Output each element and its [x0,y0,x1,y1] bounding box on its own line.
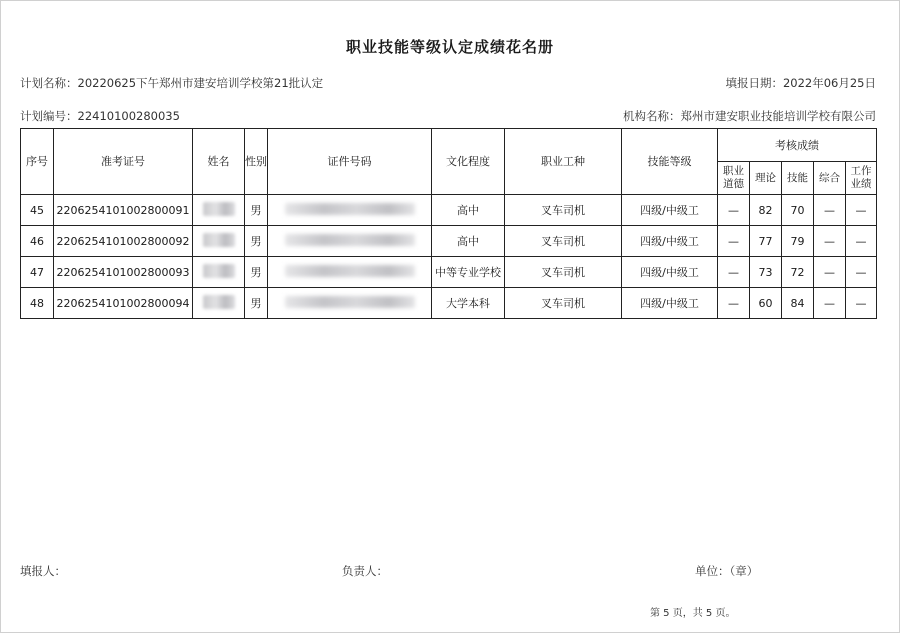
cell-comprehensive: — [814,257,846,288]
footer-filler: 填报人： [20,564,66,578]
cell-gender: 男 [245,288,268,319]
cell-level: 四级/中级工 [622,288,718,319]
cell-exam-no: 2206254101002800093 [54,257,193,288]
cell-skill: 70 [782,195,814,226]
cell-id-redacted [268,288,432,319]
cell-exam-no: 2206254101002800092 [54,226,193,257]
header-gender: 性别 [245,129,268,195]
cell-education: 高中 [432,195,505,226]
cell-occupation: 叉车司机 [505,288,622,319]
cell-seq: 45 [21,195,54,226]
redacted-name [203,202,235,216]
cell-id-redacted [268,195,432,226]
plan-number: 计划编号：22410100280035 [20,109,180,123]
redacted-name [203,233,235,247]
cell-occupation: 叉车司机 [505,195,622,226]
cell-level: 四级/中级工 [622,226,718,257]
org-name: 机构名称：郑州市建安职业技能培训学校有限公司 [623,109,876,123]
header-name: 姓名 [193,129,245,195]
cell-exam-no: 2206254101002800091 [54,195,193,226]
redacted-name [203,295,235,309]
table-row [21,195,877,226]
cell-id-redacted [268,226,432,257]
header-level: 技能等级 [622,129,718,195]
cell-gender: 男 [245,226,268,257]
table-row [21,257,877,288]
cell-ethics: — [718,226,750,257]
cell-skill: 72 [782,257,814,288]
redacted-id [285,265,415,277]
redacted-id [285,296,415,308]
header-ethics: 职业道德 [718,162,750,195]
page-title: 职业技能等级认定成绩花名册 [345,38,554,56]
header-id-no: 证件号码 [268,129,432,195]
cell-work-performance: — [846,257,877,288]
cell-skill: 79 [782,226,814,257]
cell-education: 中等专业学校 [432,257,505,288]
cell-education: 高中 [432,226,505,257]
cell-seq: 48 [21,288,54,319]
cell-seq: 47 [21,257,54,288]
header-skill: 技能 [782,162,814,195]
cell-exam-no: 2206254101002800094 [54,288,193,319]
cell-work-performance: — [846,195,877,226]
cell-level: 四级/中级工 [622,257,718,288]
cell-gender: 男 [245,195,268,226]
cell-level: 四级/中级工 [622,195,718,226]
score-roster-table [20,128,877,319]
cell-skill: 84 [782,288,814,319]
cell-occupation: 叉车司机 [505,226,622,257]
cell-name-redacted [193,226,245,257]
cell-theory: 77 [750,226,782,257]
cell-seq: 46 [21,226,54,257]
cell-work-performance: — [846,288,877,319]
header-theory: 理论 [750,162,782,195]
redacted-id [285,203,415,215]
redacted-name [203,264,235,278]
cell-ethics: — [718,195,750,226]
redacted-id [285,234,415,246]
header-education: 文化程度 [432,129,505,195]
cell-occupation: 叉车司机 [505,257,622,288]
table-row [21,226,877,257]
cell-theory: 60 [750,288,782,319]
cell-name-redacted [193,257,245,288]
cell-comprehensive: — [814,288,846,319]
cell-name-redacted [193,195,245,226]
header-scores: 考核成绩 [718,129,877,162]
header-seq: 序号 [21,129,54,195]
header-work-performance: 工作业绩 [846,162,877,195]
footer-unit: 单位：（章） [695,564,759,578]
footer-responsible: 负责人： [342,564,388,578]
header-exam-no: 准考证号 [54,129,193,195]
cell-gender: 男 [245,257,268,288]
cell-theory: 73 [750,257,782,288]
cell-comprehensive: — [814,195,846,226]
cell-theory: 82 [750,195,782,226]
cell-work-performance: — [846,226,877,257]
fill-date: 填报日期：2022年06月25日 [725,76,876,90]
page-indicator: 第 5 页，共 5 页。 [650,608,736,619]
cell-ethics: — [718,257,750,288]
table-row [21,288,877,319]
plan-name: 计划名称：20220625下午郑州市建安培训学校第21批认定 [20,76,324,90]
cell-ethics: — [718,288,750,319]
cell-name-redacted [193,288,245,319]
cell-education: 大学本科 [432,288,505,319]
header-occupation: 职业工种 [505,129,622,195]
cell-comprehensive: — [814,226,846,257]
cell-id-redacted [268,257,432,288]
header-comprehensive: 综合 [814,162,846,195]
